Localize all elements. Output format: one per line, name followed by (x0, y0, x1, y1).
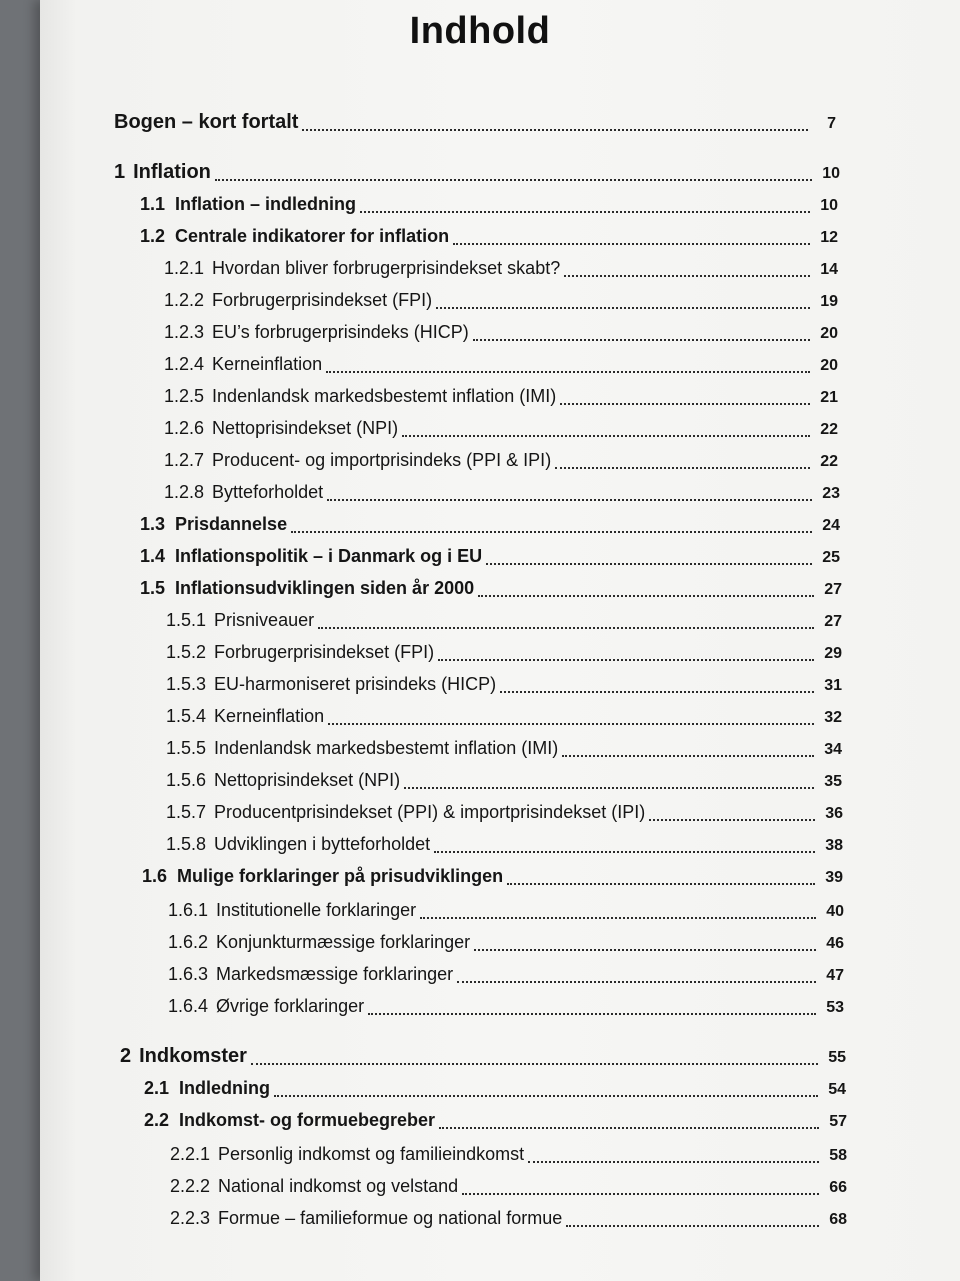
toc-entry-page: 32 (824, 709, 842, 726)
toc-leader-dots (486, 563, 812, 565)
toc-entry-page: 23 (822, 485, 840, 502)
toc-entry-label: Forbrugerprisindekset (FPI) (212, 290, 433, 310)
toc-entry (164, 286, 838, 314)
toc-entry-number: 1.2.7 (164, 450, 205, 470)
toc-entry (142, 862, 843, 890)
toc-entry-page: 21 (820, 389, 838, 406)
toc-entry-page: 68 (829, 1211, 847, 1228)
toc-entry (164, 414, 838, 442)
toc-leader-dots (402, 435, 810, 437)
toc-leader-dots (215, 179, 812, 181)
toc-leader-dots (649, 819, 815, 821)
toc-entry-number: 1.5.8 (166, 834, 207, 854)
toc-entry-number: 1.2 (140, 226, 166, 246)
toc-entry-page: 19 (820, 293, 838, 310)
toc-entry-label: Kerneinflation (214, 706, 325, 726)
toc-entry-page: 22 (820, 453, 838, 470)
toc-entry-label: Personlig indkomst og familieindkomst (218, 1144, 525, 1164)
toc-entry-page: 53 (826, 999, 844, 1016)
toc-entry-label: Formue – familieformue og national formue (218, 1208, 563, 1228)
toc-entry (166, 830, 843, 858)
toc-entry (168, 960, 844, 988)
toc-leader-dots (360, 211, 810, 213)
toc-entry-page: 29 (824, 645, 842, 662)
toc-entry-number: 1.6.4 (168, 996, 209, 1016)
toc-entry-label: Inflationspolitik – i Danmark og i EU (175, 546, 483, 566)
toc-leader-dots (439, 1127, 819, 1129)
toc-entry-label: Hvordan bliver forbrugerprisindekset skabt? (212, 258, 561, 278)
toc-leader-dots (560, 403, 810, 405)
toc-entry-label: Inflation – indledning (175, 194, 357, 214)
toc-leader-dots (528, 1161, 819, 1163)
toc-leader-dots (420, 917, 816, 919)
toc-leader-dots (438, 659, 814, 661)
toc-entry-label: Producent- og importprisindeks (PPI & IPI) (212, 450, 552, 470)
toc-entry-label: EU-harmoniseret prisindeks (HICP) (214, 674, 497, 694)
toc-entry (140, 574, 842, 602)
toc-leader-dots (478, 595, 814, 597)
toc-entry-label: Bogen – kort fortalt (114, 111, 299, 133)
toc-entry-number: 1.2.5 (164, 386, 205, 406)
toc-entry-page: 20 (820, 325, 838, 342)
toc-entry (140, 542, 840, 570)
toc-entry (166, 702, 842, 730)
toc-leader-dots (564, 275, 810, 277)
toc-entry-label: Udviklingen i bytteforholdet (214, 834, 431, 854)
toc-entry-label: Nettoprisindekset (NPI) (214, 770, 401, 790)
toc-entry-number: 2.2.3 (170, 1208, 211, 1228)
toc-leader-dots (302, 129, 808, 131)
toc-leader-dots (274, 1095, 818, 1097)
toc-entry-number: 1.6.1 (168, 900, 209, 920)
toc-entry-label: National indkomst og velstand (218, 1176, 459, 1196)
toc-entry-number: 2.2 (144, 1110, 170, 1130)
toc-entry-label: Øvrige forklaringer (216, 996, 365, 1016)
toc-entry-page: 54 (828, 1081, 846, 1098)
toc-entry (114, 108, 836, 136)
toc-entry-page: 27 (824, 581, 842, 598)
toc-entry-label: Inflation (133, 161, 211, 183)
toc-entry-label: Bytteforholdet (212, 482, 324, 502)
toc-entry (140, 222, 838, 250)
toc-leader-dots (251, 1063, 818, 1065)
toc-entry-page: 22 (820, 421, 838, 438)
toc-entry-page: 36 (825, 805, 843, 822)
toc-leader-dots (434, 851, 815, 853)
toc-entry (164, 382, 838, 410)
toc-entry-label: Indledning (179, 1078, 271, 1098)
toc-entry-page: 34 (824, 741, 842, 758)
toc-entry-label: Indenlandsk markedsbestemt inflation (IMI) (212, 386, 557, 406)
toc-entry-number: 1.2.2 (164, 290, 205, 310)
toc-entry-label: Prisniveauer (214, 610, 315, 630)
toc-entry-page: 10 (820, 197, 838, 214)
toc-entry (166, 798, 843, 826)
toc-entry-number: 1.2.1 (164, 258, 205, 278)
toc-entry (166, 766, 842, 794)
toc-leader-dots (474, 949, 816, 951)
toc-leader-dots (404, 787, 814, 789)
toc-entry-label: Indkomster (139, 1045, 247, 1067)
toc-entry (120, 1042, 846, 1070)
toc-entry (166, 670, 842, 698)
toc-entry (164, 254, 838, 282)
toc-entry (168, 992, 844, 1020)
toc-entry (166, 734, 842, 762)
toc-entry (164, 318, 838, 346)
toc-entry-number: 1.5 (140, 578, 166, 598)
toc-entry-page: 27 (824, 613, 842, 630)
toc-entry-label: Kerneinflation (212, 354, 323, 374)
toc-entry-number: 1.5.3 (166, 674, 207, 694)
toc-entry-page: 31 (824, 677, 842, 694)
toc-entry (166, 606, 842, 634)
toc-entry (140, 510, 840, 538)
toc-entry-label: Centrale indikatorer for inflation (175, 226, 450, 246)
toc-entry (140, 190, 838, 218)
toc-entry-number: 1.2.8 (164, 482, 205, 502)
toc-entry-label: Konjunkturmæssige forklaringer (216, 932, 471, 952)
toc-leader-dots (328, 723, 814, 725)
toc-entry-page: 38 (825, 837, 843, 854)
toc-leader-dots (555, 467, 810, 469)
toc-entry-number: 1.5.4 (166, 706, 207, 726)
toc-leader-dots (566, 1225, 819, 1227)
toc-entry-number: 1.6.3 (168, 964, 209, 984)
toc-entry-page: 12 (820, 229, 838, 246)
toc-entry-number: 1.5.7 (166, 802, 207, 822)
toc-entry-page: 24 (822, 517, 840, 534)
toc-entry-page: 35 (824, 773, 842, 790)
toc-leader-dots (326, 371, 810, 373)
toc-leader-dots (500, 691, 814, 693)
toc-entry (170, 1140, 847, 1168)
toc-entry-number: 1.4 (140, 546, 166, 566)
toc-entry-label: Forbrugerprisindekset (FPI) (214, 642, 435, 662)
toc-entry-number: 1.2.3 (164, 322, 205, 342)
toc-entry-number: 2 (120, 1045, 132, 1067)
toc-entry-number: 1.2.6 (164, 418, 205, 438)
toc-entry-label: Mulige forklaringer på prisudviklingen (177, 866, 504, 886)
toc-entry-number: 1.1 (140, 194, 166, 214)
toc-entry-page: 10 (822, 165, 840, 182)
toc-entry (164, 478, 840, 506)
toc-entry (114, 158, 840, 186)
toc-entry-number: 2.2.1 (170, 1144, 211, 1164)
toc-entry-page: 57 (829, 1113, 847, 1130)
toc-leader-dots (562, 755, 814, 757)
toc-entry (168, 896, 844, 924)
toc-entry-number: 1.6 (142, 866, 168, 886)
toc-entry-page: 66 (829, 1179, 847, 1196)
toc-entry-number: 1.5.2 (166, 642, 207, 662)
toc-entry (164, 446, 838, 474)
toc-entry-label: Prisdannelse (175, 514, 288, 534)
toc-entry-page: 7 (827, 115, 836, 132)
toc-entry-number: 1.2.4 (164, 354, 205, 374)
toc-entry-number: 1 (114, 161, 126, 183)
toc-entry-number: 1.5.1 (166, 610, 207, 630)
toc-entry-page: 20 (820, 357, 838, 374)
toc-entry-page: 58 (829, 1147, 847, 1164)
toc-entry-number: 1.5.5 (166, 738, 207, 758)
toc-entry-page: 46 (826, 935, 844, 952)
toc-entry (170, 1172, 847, 1200)
toc-leader-dots (457, 981, 816, 983)
toc-entry-number: 2.2.2 (170, 1176, 211, 1196)
toc-entry-number: 1.6.2 (168, 932, 209, 952)
toc-entry-label: Producentprisindekset (PPI) & importprisindekset (IPI) (214, 802, 646, 822)
toc-entry (166, 638, 842, 666)
toc-entry (168, 928, 844, 956)
toc-leader-dots (368, 1013, 816, 1015)
toc-entry-page: 40 (826, 903, 844, 920)
toc-entry (164, 350, 838, 378)
toc-entry-page: 55 (828, 1049, 846, 1066)
toc-entry-page: 39 (825, 869, 843, 886)
toc-entry-page: 14 (820, 261, 838, 278)
toc-entry-label: EU’s forbrugerprisindeks (HICP) (212, 322, 469, 342)
toc-entry-label: Institutionelle forklaringer (216, 900, 417, 920)
toc-entry (170, 1204, 847, 1232)
toc-entry-page: 25 (822, 549, 840, 566)
page-title: Indhold (409, 10, 551, 52)
toc-leader-dots (507, 883, 815, 885)
toc-entry-label: Nettoprisindekset (NPI) (212, 418, 399, 438)
toc-leader-dots (462, 1193, 819, 1195)
toc-leader-dots (436, 307, 810, 309)
toc-leader-dots (291, 531, 812, 533)
toc-entry (144, 1106, 847, 1134)
toc-entry-number: 1.5.6 (166, 770, 207, 790)
toc-leader-dots (453, 243, 810, 245)
toc-leader-dots (318, 627, 814, 629)
toc-leader-dots (327, 499, 812, 501)
toc-leader-dots (473, 339, 810, 341)
toc-entry (144, 1074, 846, 1102)
toc-entry-label: Indenlandsk markedsbestemt inflation (IMI) (214, 738, 559, 758)
toc-entry-label: Indkomst- og formuebegreber (179, 1110, 436, 1130)
toc-entry-number: 1.3 (140, 514, 166, 534)
toc-entry-page: 47 (826, 967, 844, 984)
toc-entry-number: 2.1 (144, 1078, 170, 1098)
toc-entry-label: Markedsmæssige forklaringer (216, 964, 454, 984)
toc-entry-label: Inflationsudviklingen siden år 2000 (175, 578, 475, 598)
